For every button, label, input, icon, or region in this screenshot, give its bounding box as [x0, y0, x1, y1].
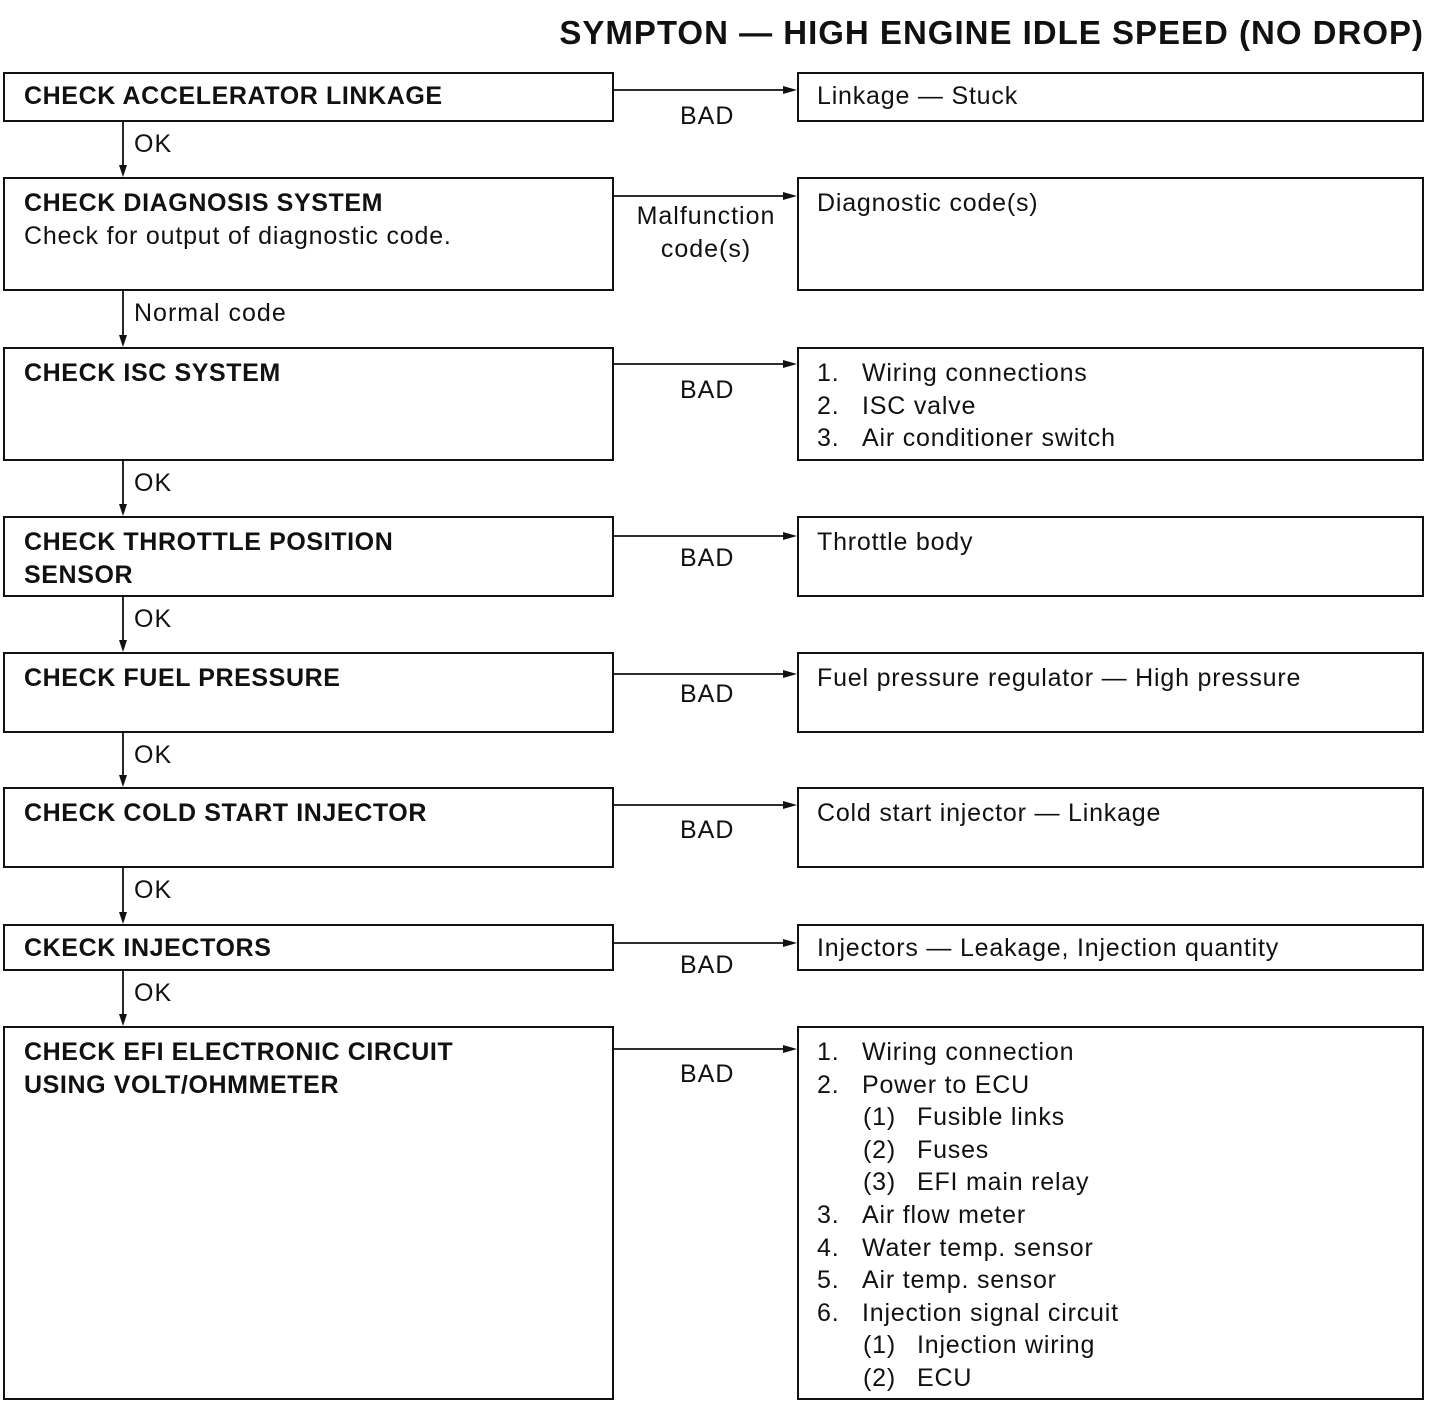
result-box-7	[797, 924, 1424, 971]
pass-label: Normal code	[134, 299, 287, 327]
check-box-heading: CHECK ACCELERATOR LINKAGE	[24, 82, 443, 110]
result-item	[817, 422, 1422, 455]
fail-arrow-head	[783, 939, 797, 947]
result-box-5	[797, 652, 1424, 733]
result-item	[817, 1264, 1422, 1297]
result-item-text: Cold start injector — Linkage	[817, 799, 1162, 827]
pass-arrow-head	[119, 1014, 127, 1026]
result-item-text: Linkage — Stuck	[817, 82, 1018, 110]
fail-label-bad: BAD	[680, 102, 735, 130]
fail-label-bad: BAD	[680, 816, 735, 844]
check-box-heading: CHECK COLD START INJECTOR	[24, 799, 427, 827]
result-item	[817, 1297, 1422, 1330]
result-item	[817, 1166, 1422, 1199]
check-box-3	[3, 347, 614, 461]
result-item	[817, 1036, 1422, 1069]
result-item-text: Air temp. sensor	[862, 1266, 1057, 1295]
result-item	[817, 390, 1422, 423]
result-item-text: Fuel pressure regulator — High pressure	[817, 664, 1302, 692]
pass-label: OK	[134, 741, 173, 769]
check-box-heading: CHECK THROTTLE POSITION	[24, 528, 394, 556]
pass-arrow-head	[119, 504, 127, 516]
result-item-number: 2.	[817, 1070, 840, 1099]
pass-label: OK	[134, 605, 173, 633]
result-item	[817, 932, 1422, 965]
result-item	[817, 662, 1422, 695]
result-box-4	[797, 516, 1424, 597]
result-item-text: ISC valve	[862, 391, 977, 420]
result-item-text: Power to ECU	[862, 1070, 1030, 1099]
result-item-text: Fuses	[917, 1135, 990, 1164]
fail-label-line: Malfunction	[636, 202, 776, 230]
result-item-number: 4.	[817, 1233, 840, 1262]
fail-arrow-head	[783, 801, 797, 809]
result-item-text: ECU	[917, 1363, 973, 1392]
result-item-text: Throttle body	[817, 528, 974, 556]
result-item-text: Wiring connection	[862, 1038, 1075, 1066]
check-box-1	[3, 72, 614, 122]
result-box-8	[797, 1026, 1424, 1400]
fail-label-condition	[620, 200, 792, 266]
check-box-7	[3, 924, 614, 971]
check-box-8	[3, 1026, 614, 1400]
fail-label-bad: BAD	[680, 376, 735, 404]
result-item-number: 1.	[817, 1038, 840, 1066]
result-item-number: 2.	[817, 391, 840, 420]
result-item-text: Injection signal circuit	[862, 1298, 1119, 1327]
result-item-text: Fusible links	[917, 1103, 1065, 1132]
pass-label: OK	[134, 979, 173, 1007]
fail-label-line: code(s)	[660, 235, 752, 263]
result-item	[817, 526, 1422, 559]
pass-arrow-head	[119, 165, 127, 177]
check-box-4	[3, 516, 614, 597]
result-box-6	[797, 787, 1424, 868]
result-item	[817, 1134, 1422, 1167]
fail-label-bad: BAD	[680, 1060, 735, 1088]
result-box-1	[797, 72, 1424, 122]
result-item-number: (3)	[863, 1168, 896, 1197]
result-item-text: Air flow meter	[862, 1200, 1027, 1229]
result-item-text: EFI main relay	[917, 1168, 1090, 1197]
result-item	[817, 1232, 1422, 1265]
pass-label: OK	[134, 876, 173, 904]
result-item-number: (2)	[863, 1135, 896, 1164]
fail-label-bad: BAD	[680, 544, 735, 572]
result-item	[817, 357, 1422, 390]
flowchart-title: SYMPTON — HIGH ENGINE IDLE SPEED (NO DROP)	[559, 14, 1424, 51]
fail-arrow-head	[783, 670, 797, 678]
result-item-text: Injection wiring	[917, 1331, 1096, 1360]
check-box-heading: CHECK ISC SYSTEM	[24, 359, 281, 387]
result-item-number: 1.	[817, 359, 840, 387]
check-box-heading: CHECK EFI ELECTRONIC CIRCUIT	[24, 1038, 454, 1066]
check-box-2	[3, 177, 614, 291]
pass-label: OK	[134, 469, 173, 497]
check-box-heading: CKECK INJECTORS	[24, 934, 272, 962]
fail-arrow-head	[783, 1045, 797, 1053]
result-item	[817, 1199, 1422, 1232]
result-item-number: (1)	[863, 1331, 896, 1360]
pass-label: OK	[134, 130, 173, 158]
result-item-number: (1)	[863, 1103, 896, 1132]
check-box-heading: USING VOLT/OHMMETER	[24, 1071, 340, 1099]
check-box-heading: CHECK FUEL PRESSURE	[24, 664, 341, 692]
result-item	[817, 1362, 1422, 1395]
check-box-6	[3, 787, 614, 868]
result-item-text: Water temp. sensor	[862, 1233, 1094, 1262]
result-item	[817, 80, 1422, 113]
fail-label-bad: BAD	[680, 951, 735, 979]
result-item	[817, 187, 1422, 220]
result-item-text: Diagnostic code(s)	[817, 189, 1039, 217]
result-item-number: 5.	[817, 1266, 840, 1295]
result-box-3	[797, 347, 1424, 461]
fail-arrow-head	[783, 360, 797, 368]
fail-arrow-head	[783, 86, 797, 94]
pass-arrow-head	[119, 912, 127, 924]
pass-arrow-head	[119, 640, 127, 652]
result-item-number: (2)	[863, 1363, 896, 1392]
result-item	[817, 797, 1422, 830]
result-item	[817, 1329, 1422, 1362]
result-box-2	[797, 177, 1424, 291]
pass-arrow-head	[119, 335, 127, 347]
fail-arrow-head	[783, 192, 797, 200]
check-box-heading: CHECK DIAGNOSIS SYSTEM	[24, 189, 384, 217]
result-item-text: Air conditioner switch	[862, 424, 1116, 453]
check-box-heading: SENSOR	[24, 561, 134, 589]
pass-arrow-head	[119, 775, 127, 787]
result-item-number: 3.	[817, 424, 840, 453]
check-box-note: Check for output of diagnostic code.	[24, 222, 452, 250]
result-item-text: Injectors — Leakage, Injection quantity	[817, 934, 1280, 962]
result-item-text: Wiring connections	[862, 359, 1088, 387]
result-item	[817, 1101, 1422, 1134]
fail-label-bad: BAD	[680, 680, 735, 708]
result-item-number: 3.	[817, 1200, 840, 1229]
result-item-number: 6.	[817, 1298, 840, 1327]
fail-arrow-head	[783, 532, 797, 540]
check-box-5	[3, 652, 614, 733]
result-item	[817, 1069, 1422, 1102]
